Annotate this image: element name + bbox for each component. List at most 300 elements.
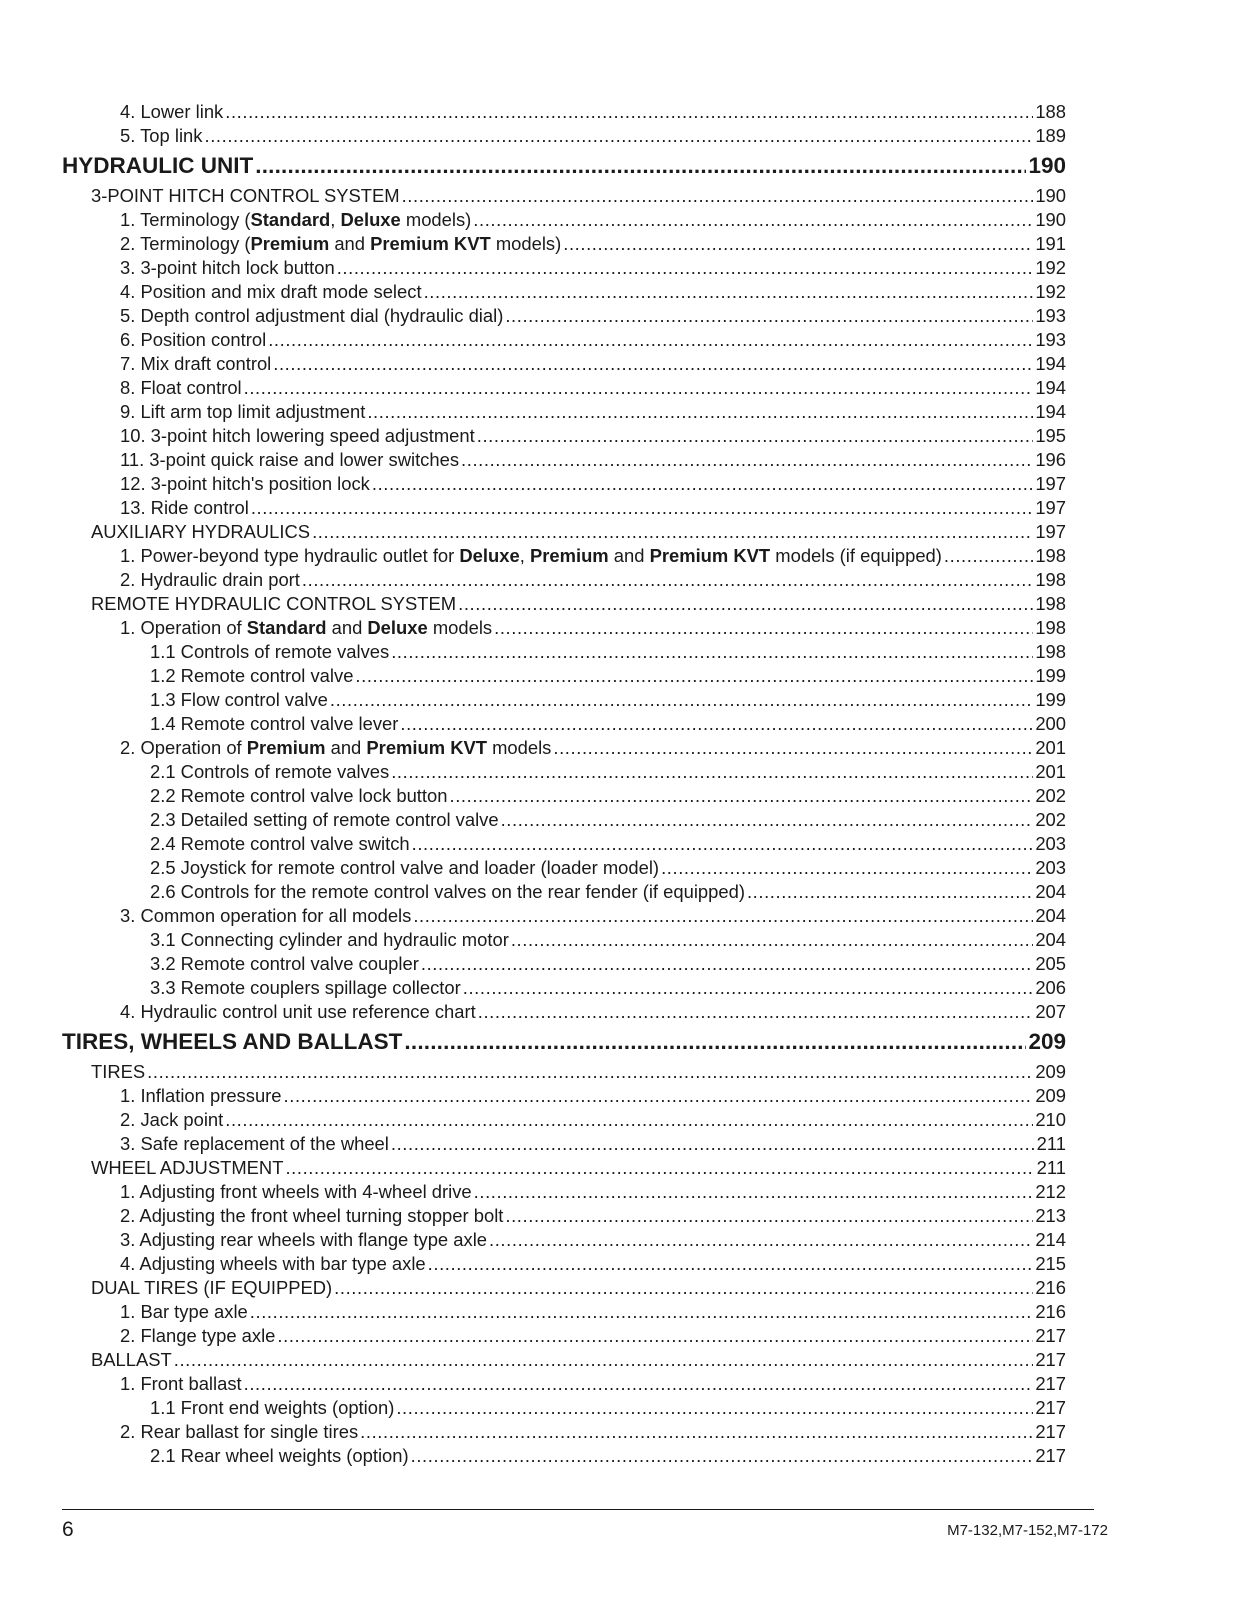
toc-title-part: 2.4 Remote control valve switch — [150, 833, 410, 854]
toc-entry-title — [120, 904, 411, 928]
toc-title-part: 11. 3-point quick raise and lower switches — [120, 449, 460, 470]
toc-title-bold-part: Deluxe — [340, 209, 401, 230]
toc-dot-leader — [505, 304, 1033, 328]
toc-entry — [62, 688, 1066, 712]
toc-entry-title — [150, 976, 461, 1000]
page-number: 6 — [62, 1518, 74, 1541]
toc-chapter-entry — [62, 1024, 1066, 1060]
toc-title-part: 1. Power-beyond type hydraulic outlet for — [120, 545, 460, 566]
toc-title-part: models — [427, 617, 493, 638]
toc-title-part: BALLAST — [91, 1349, 172, 1370]
toc-page-number: 192 — [1035, 257, 1066, 278]
toc-entry-title — [120, 328, 266, 352]
toc-entry-title — [150, 1396, 394, 1420]
toc-dot-leader — [421, 952, 1033, 976]
toc-title-part: 1. Operation of — [120, 617, 247, 638]
toc-page-number: 212 — [1035, 1181, 1066, 1202]
toc-entry — [62, 1276, 1066, 1300]
toc-page-number: 217 — [1035, 1445, 1066, 1466]
toc-dot-leader — [268, 328, 1033, 352]
toc-dot-leader — [494, 616, 1033, 640]
toc-entry-title — [120, 1372, 242, 1396]
toc-entry — [62, 400, 1066, 424]
toc-dot-leader — [337, 256, 1034, 280]
toc-dot-leader — [360, 1420, 1033, 1444]
toc-page-number: 200 — [1035, 713, 1066, 734]
toc-page-number: 195 — [1035, 425, 1066, 446]
toc-page-number: 198 — [1035, 569, 1066, 590]
toc-title-part: 3.1 Connecting cylinder and hydraulic motor — [150, 929, 509, 950]
toc-page-number: 204 — [1035, 929, 1066, 950]
toc-title-part: and — [326, 617, 368, 638]
toc-dot-leader — [400, 712, 1033, 736]
toc-page-number: 191 — [1035, 233, 1066, 254]
toc-page-number: 216 — [1035, 1301, 1066, 1322]
toc-dot-leader — [285, 1156, 1034, 1180]
toc-page-number: 217 — [1035, 1373, 1066, 1394]
toc-dot-leader — [944, 544, 1033, 568]
toc-dot-leader — [372, 472, 1033, 496]
toc-dot-leader — [225, 100, 1033, 124]
toc-dot-leader — [391, 640, 1033, 664]
toc-entry — [62, 1204, 1066, 1228]
toc-title-part: 1. Front ballast — [120, 1373, 242, 1394]
toc-page-number: 201 — [1035, 761, 1066, 782]
footer-divider — [62, 1509, 1094, 1510]
toc-page-number: 210 — [1035, 1109, 1066, 1130]
toc-entry-title — [150, 640, 389, 664]
toc-dot-leader — [402, 184, 1034, 208]
toc-entry — [62, 448, 1066, 472]
toc-title-part: 3. Safe replacement of the wheel — [120, 1133, 389, 1154]
toc-entry-title — [120, 280, 422, 304]
toc-page-number: 217 — [1035, 1421, 1066, 1442]
toc-title-part: 2.5 Joystick for remote control valve and loader (loader model) — [150, 857, 660, 878]
toc-dot-leader — [411, 1444, 1034, 1468]
toc-title-part: 2.3 Detailed setting of remote control valve — [150, 809, 499, 830]
toc-dot-leader — [225, 1108, 1033, 1132]
toc-title-part: REMOTE HYDRAULIC CONTROL SYSTEM — [91, 593, 457, 614]
toc-entry-title — [150, 808, 499, 832]
toc-title-bold-part: Deluxe — [367, 617, 428, 638]
toc-page-number: 188 — [1035, 101, 1066, 122]
toc-entry-title — [120, 568, 300, 592]
toc-entry — [62, 904, 1066, 928]
toc-title-part: 1. Bar type axle — [120, 1301, 248, 1322]
toc-entry — [62, 184, 1066, 208]
toc-title-part: and — [325, 737, 367, 758]
toc-title-part: 8. Float control — [120, 377, 242, 398]
toc-entry-title — [120, 100, 223, 124]
toc-title-bold-part: Premium KVT — [370, 233, 491, 254]
toc-entry — [62, 1180, 1066, 1204]
toc-title-bold-part: Premium — [250, 233, 330, 254]
toc-dot-leader — [284, 1084, 1034, 1108]
toc-entry-title — [120, 1324, 275, 1348]
toc-dot-leader — [396, 1396, 1033, 1420]
toc-entry-title — [91, 1060, 145, 1084]
toc-title-part: 3.2 Remote control valve coupler — [150, 953, 419, 974]
toc-entry-title — [150, 688, 328, 712]
toc-entry-title — [120, 1420, 358, 1444]
toc-title-part: DUAL TIRES (IF EQUIPPED) — [91, 1277, 333, 1298]
toc-title-part: models (if equipped) — [770, 545, 942, 566]
toc-dot-leader — [334, 1276, 1033, 1300]
toc-page-number: 190 — [1035, 209, 1066, 230]
toc-entry — [62, 304, 1066, 328]
toc-entry — [62, 712, 1066, 736]
toc-page-number: 217 — [1035, 1325, 1066, 1346]
toc-title-part: 2. Adjusting the front wheel turning stopper bolt — [120, 1205, 504, 1226]
toc-page-number: 194 — [1035, 401, 1066, 422]
toc-dot-leader — [511, 928, 1033, 952]
toc-entry — [62, 640, 1066, 664]
toc-title-part: HYDRAULIC UNIT — [62, 153, 254, 178]
toc-entry — [62, 124, 1066, 148]
toc-page-number: 205 — [1035, 953, 1066, 974]
toc-dot-leader — [413, 904, 1033, 928]
toc-entry-title — [120, 1228, 487, 1252]
toc-page-number: 190 — [1028, 153, 1066, 178]
toc-title-part: 2. Hydraulic drain port — [120, 569, 300, 590]
toc-entry-title — [120, 736, 551, 760]
toc-page-number: 202 — [1035, 785, 1066, 806]
toc-page-number: 196 — [1035, 449, 1066, 470]
toc-page-number: 217 — [1035, 1349, 1066, 1370]
toc-dot-leader — [424, 280, 1034, 304]
toc-page-number: 193 — [1035, 329, 1066, 350]
toc-title-part: 3.3 Remote couplers spillage collector — [150, 977, 461, 998]
toc-title-bold-part: Standard — [250, 209, 331, 230]
toc-dot-leader — [449, 784, 1033, 808]
toc-dot-leader — [244, 1372, 1034, 1396]
toc-title-part: 2.6 Controls for the remote control valves on the rear fender (if equipped) — [150, 881, 745, 902]
toc-title-part: and — [329, 233, 371, 254]
toc-dot-leader — [553, 736, 1033, 760]
toc-title-part: 10. 3-point hitch lowering speed adjustment — [120, 425, 475, 446]
toc-entry — [62, 952, 1066, 976]
toc-dot-leader — [273, 352, 1033, 376]
toc-entry — [62, 1228, 1066, 1252]
toc-entry-title — [120, 376, 242, 400]
model-code: M7-132,M7-152,M7-172 — [947, 1522, 1108, 1539]
toc-dot-leader — [461, 448, 1033, 472]
toc-entry-title — [150, 880, 745, 904]
toc-entry — [62, 1084, 1066, 1108]
toc-page-number: 209 — [1035, 1061, 1066, 1082]
toc-dot-leader — [501, 808, 1034, 832]
toc-entry — [62, 520, 1066, 544]
toc-title-bold-part: Deluxe — [459, 545, 520, 566]
toc-entry-title — [150, 952, 419, 976]
toc-entry — [62, 1396, 1066, 1420]
toc-title-part: 7. Mix draft control — [120, 353, 272, 374]
toc-title-part: 5. Top link — [120, 125, 203, 146]
toc-title-bold-part: Premium KVT — [649, 545, 771, 566]
toc-title-part: 2. Rear ballast for single tires — [120, 1421, 359, 1442]
toc-entry-title — [120, 208, 471, 232]
toc-page-number: 198 — [1035, 617, 1066, 638]
toc-title-part: 1. Terminology ( — [120, 209, 251, 230]
toc-entry-title — [150, 856, 659, 880]
toc-title-part: 2.1 Rear wheel weights (option) — [150, 1445, 409, 1466]
toc-entry-title — [120, 124, 202, 148]
toc-page-number: 216 — [1035, 1277, 1066, 1298]
toc-page-number: 197 — [1035, 497, 1066, 518]
toc-entry-title — [120, 424, 475, 448]
toc-title-part: 13. Ride control — [120, 497, 249, 518]
toc-entry — [62, 784, 1066, 808]
toc-page-number: 204 — [1035, 881, 1066, 902]
toc-entry — [62, 1000, 1066, 1024]
toc-title-part: WHEEL ADJUSTMENT — [91, 1157, 284, 1178]
toc-title-part: 2. Operation of — [120, 737, 247, 758]
toc-title-part: , — [519, 545, 530, 566]
toc-dot-leader — [277, 1324, 1033, 1348]
toc-page-number: 198 — [1035, 641, 1066, 662]
toc-title-part: 12. 3-point hitch's position lock — [120, 473, 370, 494]
toc-entry — [62, 976, 1066, 1000]
toc-title-part: 4. Position and mix draft mode select — [120, 281, 422, 302]
toc-entry — [62, 1108, 1066, 1132]
toc-entry-title — [120, 1132, 389, 1156]
toc-entry-title — [150, 760, 389, 784]
toc-dot-leader — [458, 592, 1033, 616]
toc-page-number: 194 — [1035, 377, 1066, 398]
toc-entry — [62, 208, 1066, 232]
toc-entry — [62, 1060, 1066, 1084]
toc-page-number: 199 — [1035, 665, 1066, 686]
toc-entry — [62, 280, 1066, 304]
toc-dot-leader — [428, 1252, 1034, 1276]
toc-entry — [62, 664, 1066, 688]
toc-entry-title — [120, 1252, 426, 1276]
toc-title-part: 3-POINT HITCH CONTROL SYSTEM — [91, 185, 400, 206]
toc-entry — [62, 832, 1066, 856]
toc-title-part: 1.3 Flow control valve — [150, 689, 328, 710]
toc-page-number: 190 — [1035, 185, 1066, 206]
toc-page-number: 202 — [1035, 809, 1066, 830]
toc-entry — [62, 568, 1066, 592]
toc-page-number: 211 — [1036, 1157, 1066, 1178]
toc-entry — [62, 856, 1066, 880]
toc-page-number: 197 — [1035, 473, 1066, 494]
table-of-contents — [62, 100, 1066, 1468]
toc-entry — [62, 328, 1066, 352]
toc-entry — [62, 256, 1066, 280]
toc-dot-leader — [404, 1024, 1026, 1060]
toc-dot-leader — [478, 1000, 1034, 1024]
toc-entry-title — [120, 1108, 223, 1132]
toc-title-part: , — [330, 209, 341, 230]
toc-page-number: 211 — [1036, 1133, 1066, 1154]
toc-dot-leader — [412, 832, 1034, 856]
toc-page-number: 194 — [1035, 353, 1066, 374]
toc-entry — [62, 472, 1066, 496]
toc-entry — [62, 1132, 1066, 1156]
toc-page-number: 203 — [1035, 857, 1066, 878]
toc-page-number: 217 — [1035, 1397, 1066, 1418]
toc-dot-leader — [367, 400, 1033, 424]
toc-entry — [62, 496, 1066, 520]
toc-dot-leader — [174, 1348, 1034, 1372]
toc-entry — [62, 1372, 1066, 1396]
toc-entry — [62, 880, 1066, 904]
toc-title-part: 5. Depth control adjustment dial (hydraulic dial) — [120, 305, 504, 326]
toc-chapter-entry — [62, 148, 1066, 184]
toc-title-part: and — [608, 545, 650, 566]
toc-dot-leader — [251, 496, 1034, 520]
toc-page-number: 209 — [1028, 1029, 1066, 1054]
toc-title-part: TIRES, WHEELS AND BALLAST — [62, 1029, 403, 1054]
toc-entry — [62, 376, 1066, 400]
toc-dot-leader — [355, 664, 1033, 688]
toc-dot-leader — [474, 1180, 1034, 1204]
toc-entry-title — [120, 1180, 472, 1204]
toc-title-part: 2.2 Remote control valve lock button — [150, 785, 448, 806]
toc-dot-leader — [250, 1300, 1034, 1324]
toc-entry — [62, 736, 1066, 760]
toc-title-part: 1.2 Remote control valve — [150, 665, 354, 686]
toc-entry — [62, 592, 1066, 616]
toc-entry-title — [120, 400, 365, 424]
toc-page-number: 193 — [1035, 305, 1066, 326]
toc-title-part: TIRES — [91, 1061, 146, 1082]
toc-entry — [62, 1252, 1066, 1276]
toc-title-part: models — [486, 737, 552, 758]
toc-title-part: 4. Adjusting wheels with bar type axle — [120, 1253, 426, 1274]
toc-dot-leader — [477, 424, 1034, 448]
toc-dot-leader — [391, 1132, 1035, 1156]
toc-entry — [62, 1156, 1066, 1180]
toc-entry-title — [150, 928, 509, 952]
toc-title-part: 1. Adjusting front wheels with 4-wheel drive — [120, 1181, 472, 1202]
toc-entry — [62, 1420, 1066, 1444]
toc-entry-title — [120, 256, 335, 280]
toc-entry-title — [62, 148, 253, 184]
toc-entry — [62, 544, 1066, 568]
toc-title-part: 3. Adjusting rear wheels with flange type axle — [120, 1229, 488, 1250]
toc-title-part: 6. Position control — [120, 329, 267, 350]
toc-page-number: 198 — [1035, 593, 1066, 614]
toc-title-part: 2. Jack point — [120, 1109, 224, 1130]
toc-page-number: 201 — [1035, 737, 1066, 758]
toc-entry-title — [120, 448, 459, 472]
toc-page-number: 206 — [1035, 977, 1066, 998]
toc-title-part: models) — [400, 209, 472, 230]
toc-entry — [62, 1444, 1066, 1468]
toc-entry-title — [91, 520, 310, 544]
toc-dot-leader — [391, 760, 1033, 784]
toc-entry-title — [120, 472, 370, 496]
toc-title-bold-part: Premium — [529, 545, 609, 566]
toc-entry — [62, 928, 1066, 952]
toc-page-number: 199 — [1035, 689, 1066, 710]
toc-dot-leader — [312, 520, 1033, 544]
toc-entry-title — [120, 544, 942, 568]
toc-entry-title — [150, 1444, 409, 1468]
toc-entry — [62, 352, 1066, 376]
toc-entry-title — [91, 592, 456, 616]
toc-entry-title — [91, 1348, 172, 1372]
toc-title-part: 2.1 Controls of remote valves — [150, 761, 390, 782]
toc-title-bold-part: Standard — [246, 617, 327, 638]
toc-dot-leader — [147, 1060, 1033, 1084]
toc-title-bold-part: Premium KVT — [366, 737, 487, 758]
toc-page-number: 214 — [1035, 1229, 1066, 1250]
toc-title-part: 1.4 Remote control valve lever — [150, 713, 399, 734]
toc-page-number: 189 — [1035, 125, 1066, 146]
toc-dot-leader — [563, 232, 1033, 256]
toc-title-part: 3. 3-point hitch lock button — [120, 257, 335, 278]
toc-entry — [62, 760, 1066, 784]
toc-dot-leader — [204, 124, 1033, 148]
toc-entry — [62, 100, 1066, 124]
toc-entry-title — [120, 232, 561, 256]
toc-page-number: 203 — [1035, 833, 1066, 854]
toc-title-part: 1. Inflation pressure — [120, 1085, 282, 1106]
toc-entry-title — [91, 1276, 332, 1300]
toc-dot-leader — [302, 568, 1033, 592]
toc-title-part: AUXILIARY HYDRAULICS — [91, 521, 311, 542]
toc-page-number: 213 — [1035, 1205, 1066, 1226]
toc-entry-title — [120, 1000, 476, 1024]
toc-entry-title — [120, 496, 249, 520]
toc-title-part: 3. Common operation for all models — [120, 905, 412, 926]
toc-entry — [62, 808, 1066, 832]
toc-entry — [62, 424, 1066, 448]
toc-title-part: 1.1 Controls of remote valves — [150, 641, 390, 662]
toc-title-part: 4. Hydraulic control unit use reference chart — [120, 1001, 476, 1022]
toc-title-part: 1.1 Front end weights (option) — [150, 1397, 395, 1418]
toc-entry-title — [150, 712, 398, 736]
toc-entry-title — [120, 352, 271, 376]
toc-title-bold-part: Premium — [246, 737, 326, 758]
toc-title-part: 2. Terminology ( — [120, 233, 251, 254]
toc-page-number: 197 — [1035, 521, 1066, 542]
toc-page-number: 215 — [1035, 1253, 1066, 1274]
toc-entry-title — [150, 664, 353, 688]
toc-dot-leader — [244, 376, 1034, 400]
toc-title-part: 2. Flange type axle — [120, 1325, 276, 1346]
toc-dot-leader — [255, 148, 1026, 184]
toc-page-number: 209 — [1035, 1085, 1066, 1106]
toc-dot-leader — [661, 856, 1033, 880]
toc-entry-title — [120, 616, 492, 640]
toc-entry — [62, 1348, 1066, 1372]
toc-dot-leader — [747, 880, 1033, 904]
toc-entry-title — [120, 1300, 248, 1324]
toc-entry — [62, 1300, 1066, 1324]
toc-dot-leader — [505, 1204, 1033, 1228]
toc-page-number: 198 — [1035, 545, 1066, 566]
toc-entry-title — [91, 1156, 283, 1180]
toc-dot-leader — [489, 1228, 1033, 1252]
toc-page-number: 207 — [1035, 1001, 1066, 1022]
toc-entry — [62, 616, 1066, 640]
toc-title-part: 9. Lift arm top limit adjustment — [120, 401, 366, 422]
toc-entry-title — [62, 1024, 402, 1060]
toc-page-number: 204 — [1035, 905, 1066, 926]
toc-title-part: models) — [490, 233, 562, 254]
toc-entry — [62, 1324, 1066, 1348]
toc-entry-title — [150, 784, 447, 808]
toc-entry-title — [120, 1204, 503, 1228]
toc-entry — [62, 232, 1066, 256]
toc-dot-leader — [473, 208, 1033, 232]
toc-page-number: 192 — [1035, 281, 1066, 302]
toc-dot-leader — [330, 688, 1033, 712]
